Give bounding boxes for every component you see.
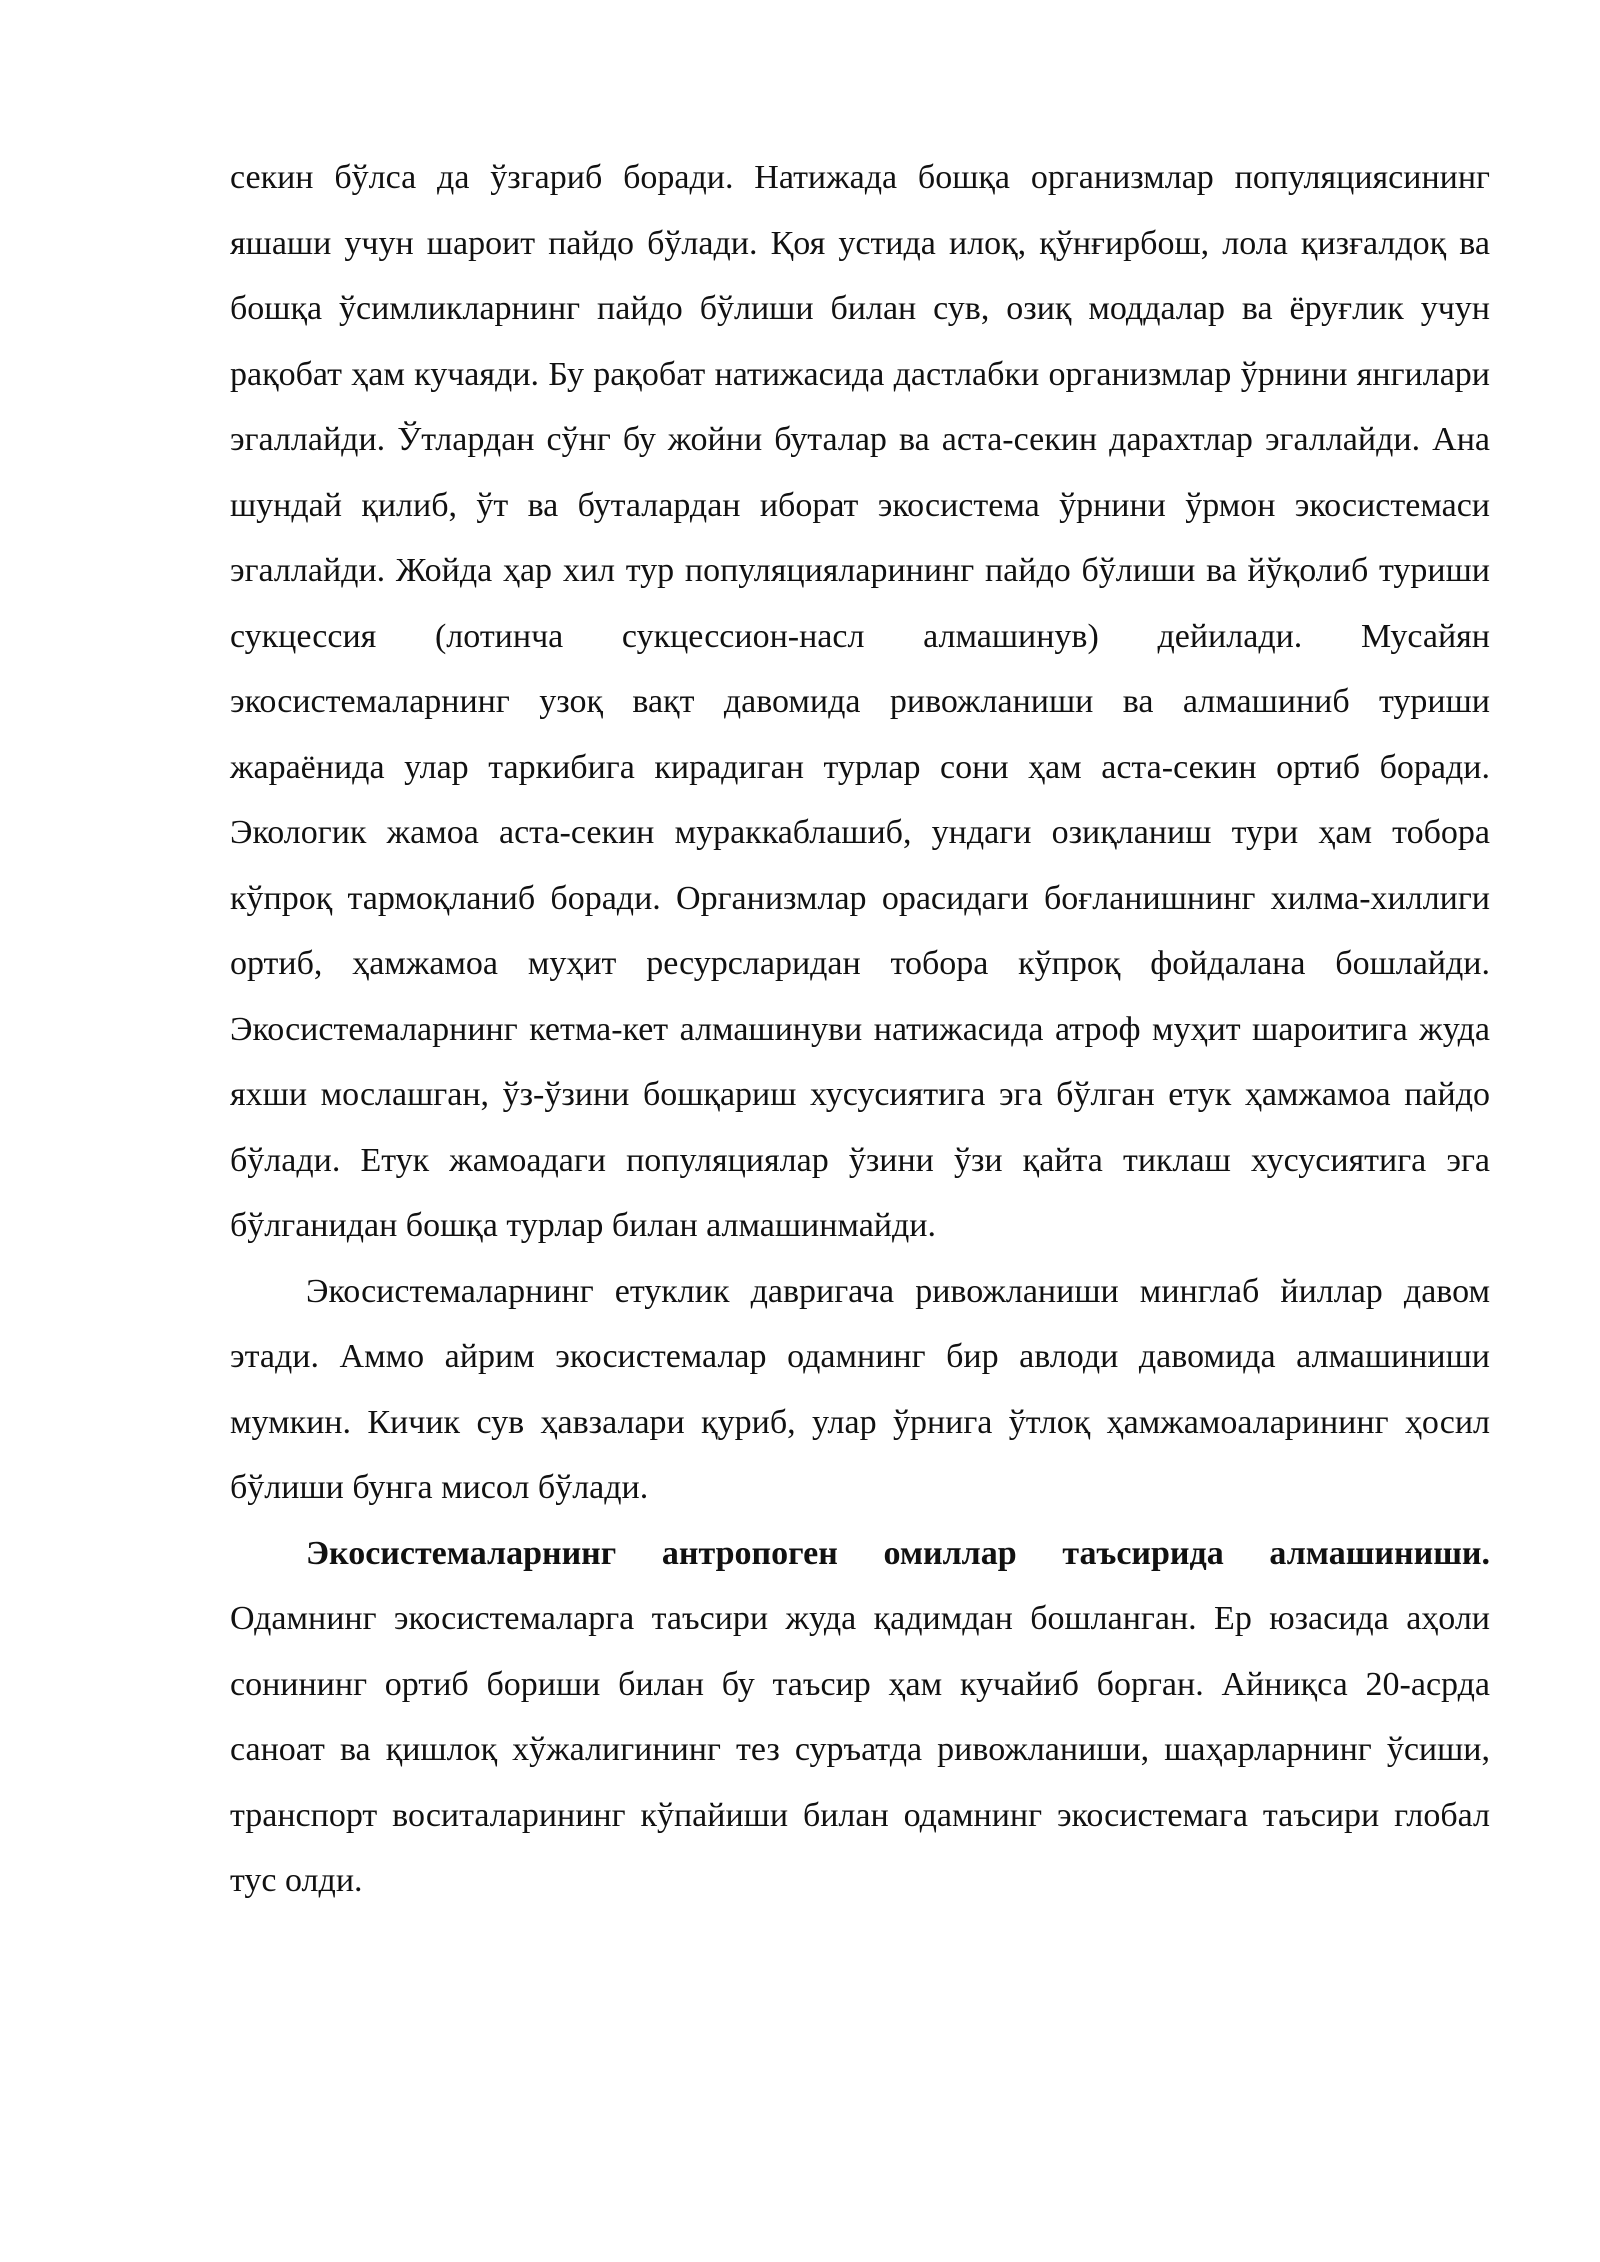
- paragraph-3-text: Одамнинг экосистемаларга таъсири жуда қадимдан бошланган. Ер юзасида аҳоли сонининг ортиб бориши билан бу таъсир ҳам кучайиб борган. Айниқса 20-асрда саноат ва қишлоқ хўжалигининг тез суръатда ривожланиши, шаҳарларнинг ўсиши, транспорт воситаларининг кўпайиши билан одамнинг экосистемага таъсири глобал тус олди.: [230, 1600, 1490, 1899]
- paragraph-1: [230, 145, 1490, 1259]
- paragraph-2: [230, 1259, 1490, 1521]
- paragraph-2-text: Экосистемаларнинг етуклик давригача ривожланиши минглаб йиллар давом этади. Аммо айрим экосистемалар одамнинг бир авлоди давомида алмашиниши мумкин. Кичик сув ҳавзалари қуриб, улар ўрнига ўтлоқ ҳамжамоаларининг ҳосил бўлиши бунга мисол бўлади.: [230, 1272, 1490, 1506]
- paragraph-1-text: секин бўлса да ўзгариб боради. Натижада бошқа организмлар популяциясининг яшаши учун шароит пайдо бўлади. Қоя устида илоқ, қўнғирбош, лола қизғалдоқ ва бошқа ўсимликларнинг пайдо бўлиши билан сув, озиқ моддалар ва ёруғлик учун рақобат ҳам кучаяди. Бу рақобат натижасида дастлабки организмлар ўрнини янгилари эгаллайди. Ўтлардан сўнг бу жойни буталар ва аста-секин дарахтлар эгаллайди. Ана шундай қилиб, ўт ва буталардан иборат экосистема ўрнини ўрмон экосистемаси эгаллайди. Жойда ҳар хил тур популяцияларининг пайдо бўлиши ва йўқолиб туриши сукцессия (лотинча сукцессион-насл алмашинув) дейилади. Мусайян экосистемаларнинг узоқ вақт давомида ривожланиши ва алмашиниб туриши жараёнида улар таркибига кирадиган турлар сони ҳам аста-секин ортиб боради. Экологик жамоа аста-секин мураккаблашиб, ундаги озиқланиш тури ҳам тобора кўпроқ тармоқланиб боради. Организмлар орасидаги боғланишнинг хилма-хиллиги ортиб, ҳамжамоа муҳит ресурсларидан тобора кўпроқ фойдалана бошлайди. Экосистемаларнинг кетма-кет алмашинуви натижасида атроф муҳит шароитига жуда яхши мослашган, ўз-ўзини бошқариш хусусиятига эга бўлган етук ҳамжамоа пайдо бўлади. Етук жамоадаги популяциялар ўзини ўзи қайта тиклаш хусусиятига эга бўлганидан бошқа турлар билан алмашинмайди.: [230, 159, 1490, 1244]
- paragraph-3: [230, 1521, 1490, 1914]
- section-heading: Экосистемаларнинг антропоген омиллар таъсирида алмашиниши.: [306, 1534, 1490, 1572]
- document-page: [230, 145, 1490, 1914]
